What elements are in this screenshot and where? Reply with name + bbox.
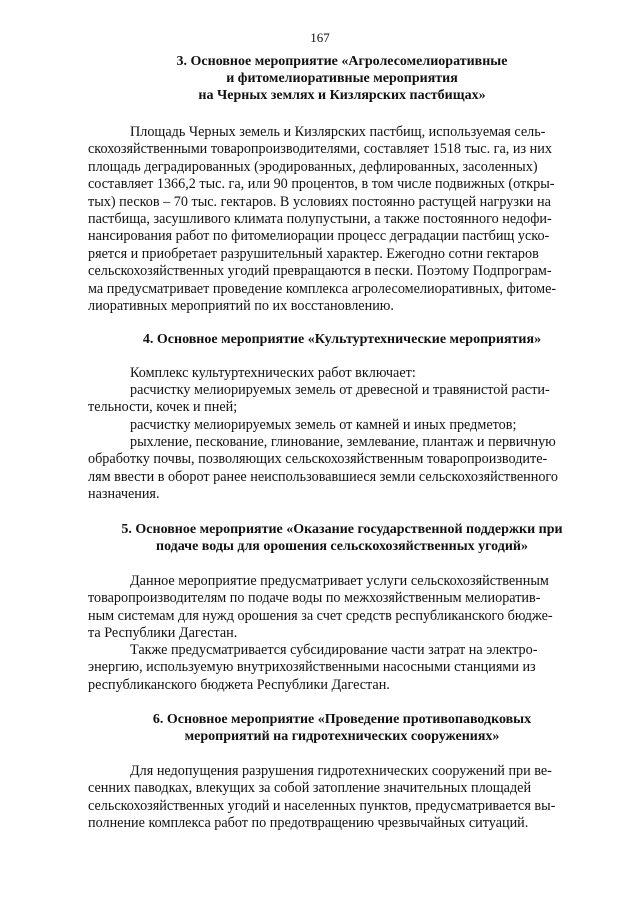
text-line: товаропроизводителям по подаче воды по межхозяйственным мелиоратив-	[88, 590, 541, 607]
heading-line: 4. Основное мероприятие «Культуртехнические мероприятия»	[142, 332, 542, 347]
section-6-paragraph-1	[88, 763, 596, 833]
text-line: Данное мероприятие предусматривает услуги сельскохозяйственным	[130, 573, 549, 589]
text-line: та Республики Дагестан.	[88, 625, 238, 642]
text-line: расчистку мелиорируемых земель от камней и иных предметов;	[130, 417, 517, 433]
text-line: составляет 1366,2 тыс. га, или 90 процентов, в том числе подвижных (откры-	[88, 176, 555, 193]
text-line: сельскохозяйственных угодий превращаются в пески. Поэтому Подпрограм-	[88, 263, 552, 280]
text-line: сенних паводках, влекущих за собой затопление значительных площадей	[88, 780, 532, 797]
section-4-paragraph-2	[88, 382, 596, 417]
page-number: 167	[310, 30, 330, 45]
heading-line: 6. Основное мероприятие «Проведение противопаводковых	[152, 712, 532, 727]
section-5-heading	[88, 521, 596, 555]
section-4-paragraph-4	[88, 434, 596, 504]
section-4-heading	[88, 331, 596, 348]
section-4-paragraph-3	[88, 417, 596, 434]
heading-line: подаче воды для орошения сельскохозяйственных угодий»	[156, 539, 528, 554]
text-line: лям ввести в оборот ранее неиспользовавшиеся земли сельскохозяйственного	[88, 468, 558, 485]
section-3-paragraph-1	[88, 124, 596, 315]
text-line: ным системам для нужд орошения за счет средств республиканского бюдже-	[88, 607, 553, 624]
text-line: лиоративных мероприятий по их восстановлению.	[88, 298, 394, 315]
text-line: нансирования работ по фитомелиорации процесс деградации пастбищ уско-	[88, 228, 550, 245]
text-line: скохозяйственными товаропроизводителями, составляет 1518 тыс. га, из них	[88, 141, 552, 158]
text-line: ма предусматривает проведение комплекса агролесомелиоративных, фитоме-	[88, 280, 557, 297]
text-line: сельскохозяйственных угодий и населенных пунктов, предусматривается вы-	[88, 797, 556, 814]
text-line: обработку почвы, позволяющих сельскохозяйственным товаропроизводите-	[88, 451, 548, 468]
text-line: площадь деградированных (эродированных, дефлированных, засоленных)	[88, 158, 538, 175]
text-line: назначения.	[88, 486, 160, 503]
text-line: рыхление, пескование, глинование, землевание, плантаж и первичную	[130, 434, 556, 450]
section-5-paragraph-1	[88, 573, 596, 643]
text-line: расчистку мелиорируемых земель от древесной и травянистой расти-	[130, 382, 550, 398]
text-line: Комплекс культуртехнических работ включает:	[130, 365, 416, 381]
section-5-paragraph-2	[88, 642, 596, 694]
heading-line: мероприятий на гидротехнических сооружениях»	[184, 729, 500, 744]
text-line: тельности, кочек и пней;	[88, 399, 238, 416]
text-line: Также предусматривается субсидирование части затрат на электро-	[130, 642, 538, 658]
text-line: Для недопущения разрушения гидротехнических сооружений при ве-	[130, 763, 552, 779]
text-line: пастбища, засушливого климата полупустыни, а также постоянного недофи-	[88, 211, 552, 228]
section-4-paragraph-1	[88, 365, 596, 382]
heading-line: на Черных землях и Кизлярских пастбищах»	[198, 88, 486, 103]
heading-line: 3. Основное мероприятие «Агролесомелиоративные	[176, 54, 508, 69]
text-line: энергию, используемую внутрихозяйственными насосными станциями из	[88, 659, 536, 676]
section-6-heading	[88, 711, 596, 745]
text-line: республиканского бюджета Республики Дагестан.	[88, 676, 390, 693]
section-3-heading	[88, 53, 596, 104]
text-line: тых) песков – 70 тыс. гектаров. В условиях постоянно растущей нагрузки на	[88, 193, 551, 210]
text-line: ряется и приобретает разрушительный характер. Ежегодно сотни гектаров	[88, 245, 539, 262]
text-line: Площадь Черных земель и Кизлярских пастбищ, используемая сель-	[130, 124, 546, 140]
heading-line: 5. Основное мероприятие «Оказание государственной поддержки при	[121, 522, 563, 537]
heading-line: и фитомелиоративные мероприятия	[226, 71, 458, 86]
text-line: полнение комплекса работ по предотвращению чрезвычайных ситуаций.	[88, 815, 529, 832]
